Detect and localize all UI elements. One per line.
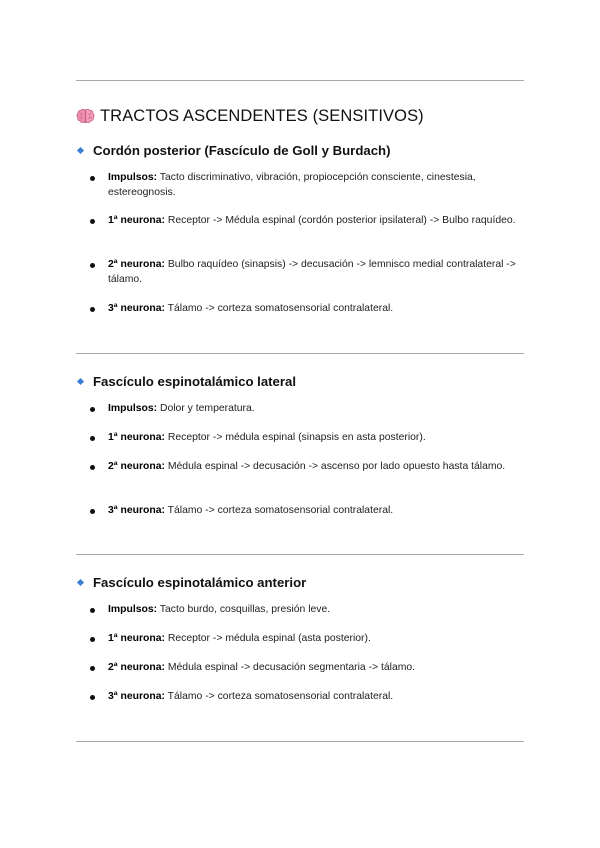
divider	[76, 353, 524, 354]
item-text: Tacto burdo, cosquillas, presión leve.	[157, 604, 331, 615]
section-heading	[76, 573, 524, 591]
list-item	[76, 504, 524, 519]
page-title-text: TRACTOS ASCENDENTES (SENSITIVOS)	[100, 106, 424, 125]
item-text: Dolor y temperatura.	[157, 403, 255, 414]
list-item	[76, 690, 524, 705]
bullet-icon	[90, 219, 95, 224]
section-cordon-posterior	[76, 141, 524, 317]
item-list	[76, 171, 524, 317]
item-list	[76, 603, 524, 705]
bullet-icon	[90, 176, 95, 181]
item-text: Receptor -> médula espinal (sinapsis en asta posterior).	[164, 432, 426, 443]
section-espinotalamico-lateral	[76, 372, 524, 519]
item-text: Médula espinal -> decusación -> ascenso por lado opuesto hasta tálamo.	[164, 461, 506, 472]
item-text: Tálamo -> corteza somatosensorial contralateral.	[164, 303, 394, 314]
bullet-icon	[90, 509, 95, 514]
divider-bottom	[76, 741, 524, 742]
section-heading-text: Cordón posterior (Fascículo de Goll y Burdach)	[93, 142, 391, 158]
item-label: 2ª neurona:	[108, 259, 165, 270]
list-item	[76, 431, 524, 460]
list-item	[76, 171, 524, 214]
item-label: 1ª neurona:	[108, 215, 165, 226]
bullet-icon	[90, 307, 95, 312]
item-text: Bulbo raquídeo (sinapsis) -> decusación -> lemnisco medial contralateral -> tálamo.	[108, 259, 516, 285]
list-item	[76, 661, 524, 690]
list-item	[76, 402, 524, 431]
item-text: Receptor -> médula espinal (asta posterior).	[164, 633, 371, 644]
bullet-icon	[90, 637, 95, 642]
bullet-icon	[90, 695, 95, 700]
brain-icon	[76, 108, 95, 125]
bullet-icon	[90, 465, 95, 470]
item-label: 2ª neurona:	[108, 662, 165, 673]
item-list	[76, 402, 524, 519]
item-text: Receptor -> Médula espinal (cordón posterior ipsilateral) -> Bulbo raquídeo.	[164, 215, 516, 226]
item-label: Impulsos:	[108, 403, 158, 414]
item-text: Tálamo -> corteza somatosensorial contralateral.	[164, 505, 394, 516]
item-label: Impulsos:	[108, 604, 158, 615]
list-item	[76, 632, 524, 661]
list-item	[76, 603, 524, 632]
item-label: 3ª neurona:	[108, 691, 165, 702]
item-text: Tálamo -> corteza somatosensorial contralateral.	[164, 691, 394, 702]
section-heading-text: Fascículo espinotalámico lateral	[93, 373, 297, 389]
bullet-icon	[90, 263, 95, 268]
diamond-bullet-icon	[77, 578, 84, 585]
item-text: Tacto discriminativo, vibración, propiocepción consciente, cinestesia, estereognosis.	[108, 172, 476, 198]
item-text: Médula espinal -> decusación segmentaria -> tálamo.	[164, 662, 416, 673]
item-label: 3ª neurona:	[108, 505, 165, 516]
section-espinotalamico-anterior	[76, 573, 524, 705]
bullet-icon	[90, 436, 95, 441]
section-heading	[76, 372, 524, 390]
item-label: 2ª neurona:	[108, 461, 165, 472]
diamond-bullet-icon	[77, 146, 84, 153]
item-label: Impulsos:	[108, 172, 158, 183]
list-item	[76, 460, 524, 504]
list-item	[76, 258, 524, 302]
item-label: 3ª neurona:	[108, 303, 165, 314]
section-heading	[76, 141, 524, 159]
list-item	[76, 302, 524, 317]
divider-top	[76, 80, 524, 81]
page-title	[76, 104, 424, 128]
item-label: 1ª neurona:	[108, 432, 165, 443]
divider	[76, 554, 524, 555]
diamond-bullet-icon	[77, 377, 84, 384]
bullet-icon	[90, 407, 95, 412]
bullet-icon	[90, 608, 95, 613]
bullet-icon	[90, 666, 95, 671]
section-heading-text: Fascículo espinotalámico anterior	[93, 574, 307, 590]
list-item	[76, 214, 524, 258]
item-label: 1ª neurona:	[108, 633, 165, 644]
